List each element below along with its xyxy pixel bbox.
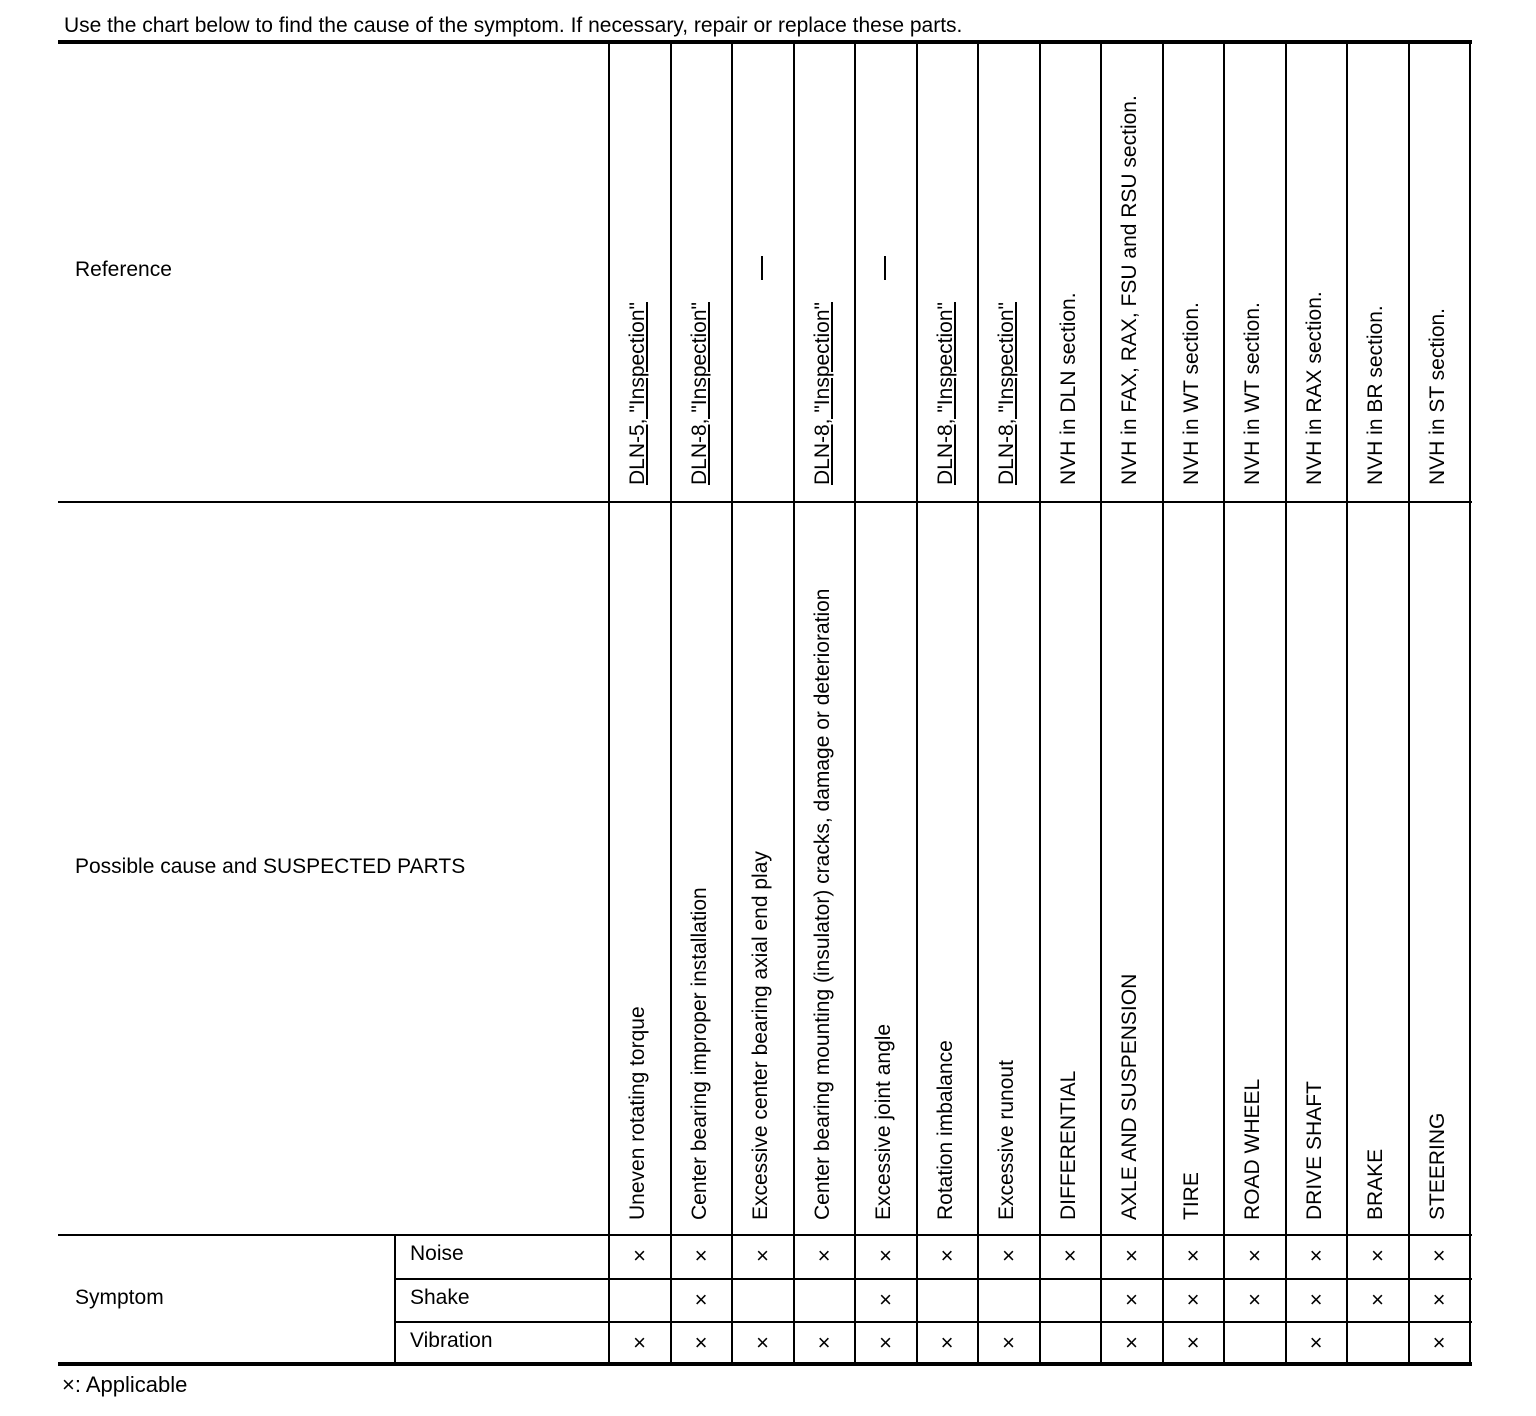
applicable-mark: × (1371, 1287, 1384, 1312)
applicable-mark: × (1125, 1330, 1138, 1355)
applicable-mark: × (1432, 1243, 1446, 1268)
column-divider (1162, 42, 1164, 1364)
shake-bottom-rule (395, 1321, 1472, 1323)
intro-text: Use the chart below to find the cause of the symptom. If necessary, repair or replace these parts. (64, 14, 963, 37)
applicable-mark: × (1186, 1243, 1200, 1268)
applicable-mark: × (1125, 1243, 1138, 1268)
column-divider (854, 42, 856, 1364)
reference-text: NVH in RAX section. (1302, 291, 1326, 485)
applicable-mark: × (1309, 1330, 1323, 1355)
applicable-mark: × (756, 1243, 769, 1268)
applicable-mark: × (1309, 1287, 1323, 1312)
applicable-mark: × (1309, 1243, 1323, 1268)
symptom-label: Symptom (75, 1286, 164, 1309)
column-divider (1039, 42, 1041, 1364)
column-divider (731, 42, 733, 1364)
applicable-mark: × (1248, 1287, 1261, 1312)
bottom-rule (58, 1362, 1472, 1366)
applicable-mark: × (1002, 1243, 1015, 1268)
cause-label: Excessive center bearing axial end play (749, 851, 772, 1220)
legend-applicable: ×: Applicable (62, 1372, 188, 1397)
column-divider (1469, 42, 1471, 1364)
symptom-name-vibration: Vibration (410, 1329, 493, 1352)
column-divider (1285, 42, 1287, 1364)
cause-label: Uneven rotating torque (626, 1006, 649, 1220)
cause-label: Excessive joint angle (872, 1023, 895, 1220)
reference-text: NVH in FAX, RAX, FSU and RSU section. (1118, 95, 1141, 485)
cause-label: Rotation imbalance (933, 1040, 957, 1220)
applicable-mark: × (756, 1330, 769, 1355)
column-divider (916, 42, 918, 1364)
applicable-mark: × (940, 1243, 954, 1268)
applicable-mark: × (817, 1330, 831, 1355)
applicable-mark: × (1248, 1243, 1261, 1268)
reference-link[interactable]: DLN-8, "Inspection" (933, 302, 957, 485)
column-divider (1100, 42, 1102, 1364)
applicable-mark: × (1125, 1287, 1138, 1312)
reference-dash (761, 256, 763, 280)
cause-label: Center bearing improper installation (687, 887, 711, 1220)
applicable-mark: × (694, 1287, 708, 1312)
column-divider (1408, 42, 1410, 1364)
applicable-mark: × (940, 1330, 954, 1355)
top-rule (58, 40, 1472, 44)
applicable-mark: × (633, 1330, 646, 1355)
reference-link[interactable]: DLN-8, "Inspection" (995, 302, 1018, 485)
column-divider (1223, 42, 1225, 1364)
causes-bottom-rule (58, 1234, 1472, 1236)
reference-text: NVH in WT section. (1241, 302, 1264, 485)
applicable-mark: × (1432, 1287, 1446, 1312)
cause-label: ROAD WHEEL (1241, 1078, 1264, 1220)
applicable-mark: × (879, 1287, 892, 1312)
applicable-mark: × (1371, 1243, 1384, 1268)
applicable-mark: × (1002, 1330, 1015, 1355)
cause-label: AXLE AND SUSPENSION (1118, 973, 1141, 1220)
reference-bottom-rule (58, 501, 1472, 503)
symptom-name-noise: Noise (410, 1242, 464, 1265)
applicable-mark: × (633, 1243, 646, 1268)
column-divider (608, 42, 610, 1364)
applicable-mark: × (694, 1243, 708, 1268)
reference-text: NVH in WT section. (1179, 302, 1203, 485)
reference-link[interactable]: DLN-5, "Inspection" (626, 302, 649, 485)
noise-bottom-rule (395, 1278, 1472, 1280)
applicable-mark: × (1186, 1287, 1200, 1312)
reference-text: NVH in DLN section. (1056, 292, 1080, 485)
reference-dash (884, 256, 886, 280)
applicable-mark: × (817, 1243, 831, 1268)
diagnosis-chart (58, 40, 1472, 1366)
cause-label: STEERING (1425, 1112, 1449, 1220)
applicable-mark: × (694, 1330, 708, 1355)
cause-label: DRIVE SHAFT (1302, 1081, 1326, 1220)
cause-label: BRAKE (1364, 1148, 1387, 1220)
cause-label: DIFFERENTIAL (1056, 1070, 1080, 1220)
applicable-mark: × (879, 1330, 892, 1355)
applicable-mark: × (879, 1243, 892, 1268)
column-divider (670, 42, 672, 1364)
reference-text: NVH in ST section. (1425, 307, 1449, 485)
symptom-divider (394, 1234, 396, 1364)
reference-link[interactable]: DLN-8, "Inspection" (687, 302, 711, 485)
reference-link[interactable]: DLN-8, "Inspection" (810, 302, 834, 485)
reference-label: Reference (75, 258, 172, 281)
column-divider (977, 42, 979, 1364)
column-divider (1346, 42, 1348, 1364)
applicable-mark: × (1432, 1330, 1446, 1355)
cause-label: TIRE (1179, 1172, 1203, 1220)
cause-label: Center bearing mounting (insulator) cracks, damage or deterioration (810, 588, 834, 1220)
cause-label: Excessive runout (995, 1060, 1018, 1220)
applicable-mark: × (1063, 1243, 1077, 1268)
symptom-name-shake: Shake (410, 1286, 470, 1309)
column-divider (793, 42, 795, 1364)
causes-label: Possible cause and SUSPECTED PARTS (75, 855, 466, 878)
applicable-mark: × (1186, 1330, 1200, 1355)
reference-text: NVH in BR section. (1364, 305, 1387, 485)
